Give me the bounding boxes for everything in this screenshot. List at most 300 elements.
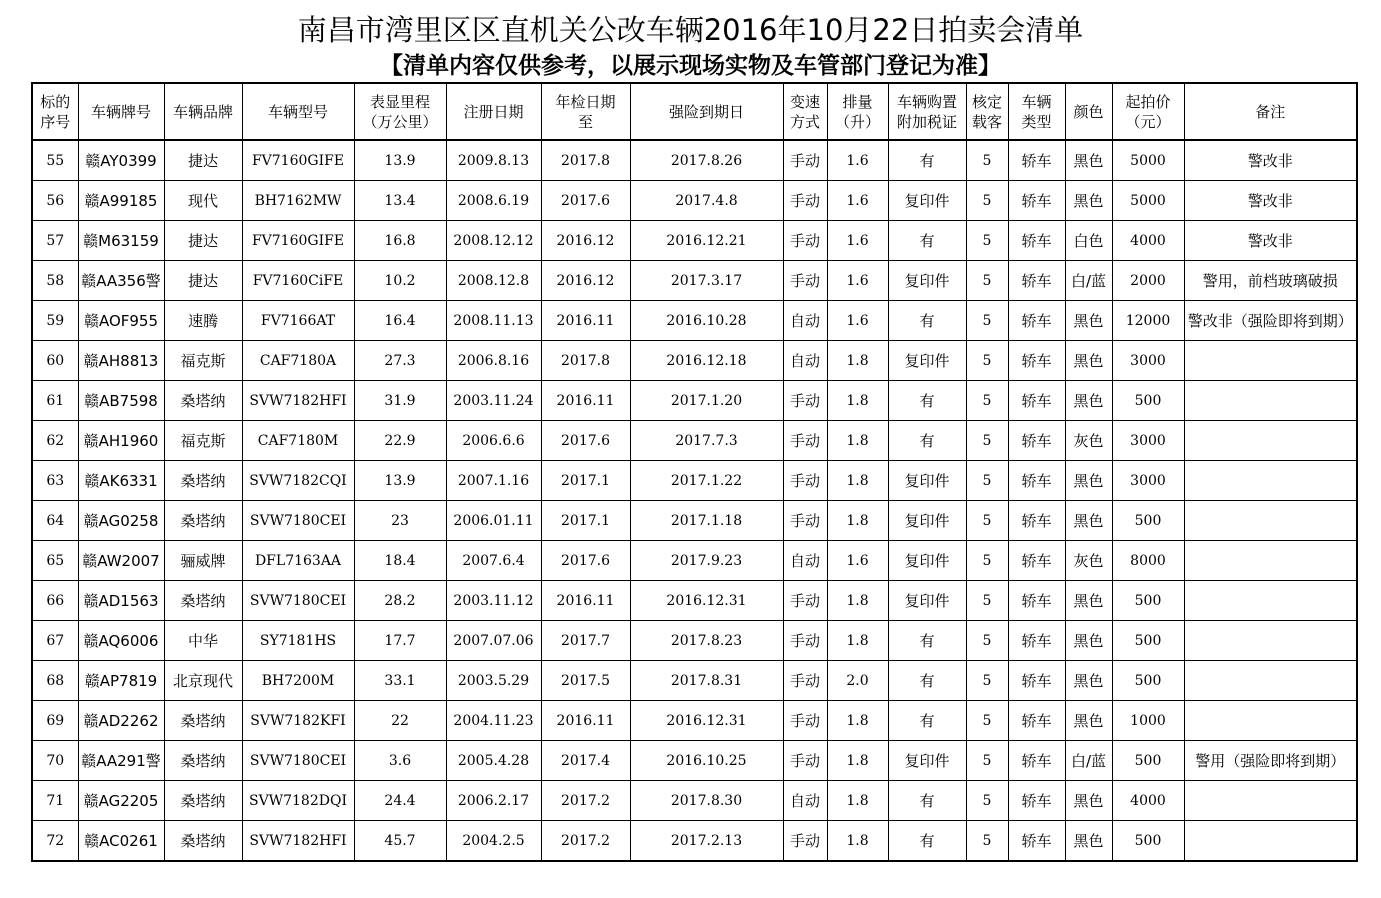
col-insurance-expiry-cell: 2017.2.13 — [630, 821, 783, 862]
col-purchase-tax-cert-cell: 有 — [888, 621, 966, 661]
table-row — [32, 701, 1357, 741]
col-color-cell: 黑色 — [1065, 301, 1112, 341]
col-plate-number-cell: 赣AD1563 — [78, 581, 164, 621]
col-displacement-cell: 1.6 — [827, 181, 888, 221]
col-insurance-expiry-cell: 2016.12.31 — [630, 581, 783, 621]
col-insurance-expiry-cell: 2017.8.31 — [630, 661, 783, 701]
col-displacement-cell: 1.6 — [827, 140, 888, 181]
col-remarks-cell: 警改非（强险即将到期） — [1184, 301, 1357, 341]
col-starting-price-cell: 4000 — [1112, 781, 1184, 821]
col-model-cell: BH7200M — [242, 661, 354, 701]
header-label-line1: 颜色 — [1073, 102, 1104, 121]
col-registration-date-cell: 2007.1.16 — [446, 461, 541, 501]
col-brand-cell: 桑塔纳 — [164, 741, 242, 781]
col-plate-number-cell: 赣AP7819 — [78, 661, 164, 701]
col-registration-date-cell: 2006.01.11 — [446, 501, 541, 541]
col-inspection-date-cell: 2017.7 — [541, 621, 630, 661]
col-inspection-date-cell: 2016.11 — [541, 381, 630, 421]
col-displacement-cell: 1.8 — [827, 781, 888, 821]
col-purchase-tax-cert-cell: 有 — [888, 701, 966, 741]
col-starting-price-cell: 500 — [1112, 381, 1184, 421]
table-row — [32, 621, 1357, 661]
col-plate-number-cell: 赣AY0399 — [78, 140, 164, 181]
col-inspection-date-cell: 2017.5 — [541, 661, 630, 701]
col-color-cell: 白/蓝 — [1065, 741, 1112, 781]
col-remarks-cell — [1184, 821, 1357, 862]
col-mileage-cell: 45.7 — [354, 821, 446, 862]
col-remarks-cell — [1184, 381, 1357, 421]
col-transmission-cell: 手动 — [783, 821, 827, 862]
col-brand-cell: 桑塔纳 — [164, 381, 242, 421]
col-starting-price-cell: 5000 — [1112, 140, 1184, 181]
col-seats-cell: 5 — [966, 701, 1008, 741]
col-remarks-cell: 警改非 — [1184, 221, 1357, 261]
col-vehicle-type-cell: 轿车 — [1008, 741, 1065, 781]
col-color-cell: 黑色 — [1065, 701, 1112, 741]
col-transmission-cell: 手动 — [783, 261, 827, 301]
col-inspection-date-cell: 2017.6 — [541, 541, 630, 581]
col-model-cell: SVW7182HFI — [242, 381, 354, 421]
col-lot-number-cell: 70 — [32, 741, 78, 781]
col-brand-cell: 桑塔纳 — [164, 501, 242, 541]
col-inspection-date-cell: 2017.4 — [541, 741, 630, 781]
col-mileage-cell: 13.9 — [354, 461, 446, 501]
col-plate-number-cell: 赣AW2007 — [78, 541, 164, 581]
col-registration-date-cell: 2008.12.12 — [446, 221, 541, 261]
col-starting-price-cell: 12000 — [1112, 301, 1184, 341]
col-transmission-cell: 自动 — [783, 341, 827, 381]
col-transmission-cell: 手动 — [783, 181, 827, 221]
col-mileage-cell: 10.2 — [354, 261, 446, 301]
col-inspection-date-cell: 2016.11 — [541, 581, 630, 621]
col-color-cell: 黑色 — [1065, 781, 1112, 821]
col-registration-date-cell: 2003.5.29 — [446, 661, 541, 701]
col-purchase-tax-cert-cell: 有 — [888, 221, 966, 261]
col-starting-price-cell: 500 — [1112, 741, 1184, 781]
header-label-line1: 起拍价 — [1125, 92, 1171, 111]
col-transmission-cell: 手动 — [783, 621, 827, 661]
col-transmission-cell: 手动 — [783, 421, 827, 461]
table-row — [32, 541, 1357, 581]
col-inspection-date-cell: 2017.8 — [541, 341, 630, 381]
col-remarks-cell — [1184, 621, 1357, 661]
col-color-cell: 黑色 — [1065, 821, 1112, 862]
col-mileage-cell: 18.4 — [354, 541, 446, 581]
header-label-line2: 序号 — [40, 112, 71, 131]
col-starting-price-cell: 5000 — [1112, 181, 1184, 221]
col-seats-cell: 5 — [966, 421, 1008, 461]
col-registration-date-cell: 2008.11.13 — [446, 301, 541, 341]
table-row — [32, 741, 1357, 781]
col-brand-cell: 桑塔纳 — [164, 781, 242, 821]
col-remarks-cell: 警用，前档玻璃破损 — [1184, 261, 1357, 301]
table-row — [32, 821, 1357, 862]
col-color-header — [1065, 83, 1112, 140]
col-starting-price-cell: 3000 — [1112, 421, 1184, 461]
col-color-cell: 黑色 — [1065, 461, 1112, 501]
col-mileage-cell: 13.9 — [354, 140, 446, 181]
col-mileage-cell: 3.6 — [354, 741, 446, 781]
col-registration-date-cell: 2007.6.4 — [446, 541, 541, 581]
col-vehicle-type-cell: 轿车 — [1008, 661, 1065, 701]
col-vehicle-type-cell: 轿车 — [1008, 501, 1065, 541]
col-vehicle-type-cell: 轿车 — [1008, 421, 1065, 461]
header-label-line2: 至 — [577, 112, 593, 131]
col-color-cell: 黑色 — [1065, 140, 1112, 181]
col-lot-number-cell: 66 — [32, 581, 78, 621]
header-label-line1: 车辆 — [1021, 92, 1052, 111]
col-displacement-cell: 1.8 — [827, 701, 888, 741]
col-lot-number-cell: 56 — [32, 181, 78, 221]
col-plate-number-cell: 赣M63159 — [78, 221, 164, 261]
col-displacement-cell: 1.8 — [827, 501, 888, 541]
col-starting-price-cell: 500 — [1112, 501, 1184, 541]
col-mileage-cell: 13.4 — [354, 181, 446, 221]
header-label-line1: 车辆购置 — [896, 92, 957, 111]
col-vehicle-type-cell: 轿车 — [1008, 621, 1065, 661]
col-vehicle-type-cell: 轿车 — [1008, 341, 1065, 381]
col-registration-date-header — [446, 83, 541, 140]
col-color-cell: 黑色 — [1065, 381, 1112, 421]
col-plate-number-cell: 赣AH1960 — [78, 421, 164, 461]
col-transmission-cell: 手动 — [783, 741, 827, 781]
col-brand-cell: 福克斯 — [164, 341, 242, 381]
col-plate-number-cell: 赣AA356警 — [78, 261, 164, 301]
col-brand-cell: 速腾 — [164, 301, 242, 341]
col-insurance-expiry-cell: 2016.12.21 — [630, 221, 783, 261]
col-vehicle-type-cell: 轿车 — [1008, 781, 1065, 821]
col-lot-number-cell: 55 — [32, 140, 78, 181]
col-purchase-tax-cert-cell: 复印件 — [888, 501, 966, 541]
table-row — [32, 140, 1357, 181]
col-plate-number-header — [78, 83, 164, 140]
col-remarks-header — [1184, 83, 1357, 140]
col-model-cell: SVW7182HFI — [242, 821, 354, 862]
col-transmission-header — [783, 83, 827, 140]
col-registration-date-cell: 2006.2.17 — [446, 781, 541, 821]
col-vehicle-type-cell: 轿车 — [1008, 701, 1065, 741]
col-mileage-cell: 28.2 — [354, 581, 446, 621]
col-remarks-cell — [1184, 341, 1357, 381]
col-purchase-tax-cert-cell: 复印件 — [888, 341, 966, 381]
col-model-cell: SVW7180CEI — [242, 581, 354, 621]
col-plate-number-cell: 赣AA291警 — [78, 741, 164, 781]
col-vehicle-type-cell: 轿车 — [1008, 581, 1065, 621]
col-lot-number-cell: 64 — [32, 501, 78, 541]
document-title: 南昌市湾里区区直机关公改车辆2016年10月22日拍卖会清单 — [297, 13, 1084, 47]
col-brand-cell: 中华 — [164, 621, 242, 661]
col-insurance-expiry-header — [630, 83, 783, 140]
col-transmission-cell: 手动 — [783, 661, 827, 701]
col-lot-number-cell: 69 — [32, 701, 78, 741]
col-registration-date-cell: 2005.4.28 — [446, 741, 541, 781]
col-remarks-cell — [1184, 661, 1357, 701]
col-remarks-cell — [1184, 421, 1357, 461]
col-transmission-cell: 自动 — [783, 541, 827, 581]
col-plate-number-cell: 赣A99185 — [78, 181, 164, 221]
header-label-line1: 标的 — [40, 92, 71, 111]
col-remarks-cell — [1184, 701, 1357, 741]
col-vehicle-type-cell: 轿车 — [1008, 221, 1065, 261]
col-insurance-expiry-cell: 2017.7.3 — [630, 421, 783, 461]
document-subtitle: 【清单内容仅供参考，以展示现场实物及车管部门登记为准】 — [380, 53, 1001, 79]
col-purchase-tax-cert-cell: 复印件 — [888, 541, 966, 581]
col-color-cell: 黑色 — [1065, 661, 1112, 701]
col-registration-date-cell: 2003.11.24 — [446, 381, 541, 421]
col-displacement-cell: 1.6 — [827, 221, 888, 261]
col-vehicle-type-cell: 轿车 — [1008, 181, 1065, 221]
col-purchase-tax-cert-cell: 复印件 — [888, 461, 966, 501]
col-plate-number-cell: 赣AG0258 — [78, 501, 164, 541]
table-body — [32, 140, 1357, 861]
col-transmission-cell: 手动 — [783, 701, 827, 741]
col-lot-number-cell: 57 — [32, 221, 78, 261]
col-model-cell: FV7160GIFE — [242, 221, 354, 261]
col-brand-cell: 北京现代 — [164, 661, 242, 701]
table-row — [32, 301, 1357, 341]
col-transmission-cell: 自动 — [783, 301, 827, 341]
col-insurance-expiry-cell: 2017.8.26 — [630, 140, 783, 181]
col-seats-cell: 5 — [966, 181, 1008, 221]
col-transmission-cell: 手动 — [783, 581, 827, 621]
col-insurance-expiry-cell: 2017.8.23 — [630, 621, 783, 661]
col-lot-number-cell: 68 — [32, 661, 78, 701]
col-purchase-tax-cert-cell: 有 — [888, 421, 966, 461]
table-header — [32, 83, 1357, 140]
col-seats-cell: 5 — [966, 781, 1008, 821]
header-label-line1: 车辆型号 — [267, 102, 328, 121]
table-row — [32, 501, 1357, 541]
col-color-cell: 灰色 — [1065, 421, 1112, 461]
col-remarks-cell — [1184, 581, 1357, 621]
col-purchase-tax-cert-cell: 有 — [888, 140, 966, 181]
col-seats-cell: 5 — [966, 741, 1008, 781]
col-starting-price-cell: 500 — [1112, 821, 1184, 862]
col-brand-cell: 桑塔纳 — [164, 581, 242, 621]
col-remarks-cell: 警改非 — [1184, 140, 1357, 181]
col-purchase-tax-cert-header — [888, 83, 966, 140]
col-brand-cell: 桑塔纳 — [164, 461, 242, 501]
col-starting-price-cell: 1000 — [1112, 701, 1184, 741]
header-row — [32, 83, 1357, 140]
header-label-line2: 方式 — [789, 112, 820, 131]
col-remarks-cell — [1184, 501, 1357, 541]
col-vehicle-type-cell: 轿车 — [1008, 301, 1065, 341]
col-displacement-cell: 1.8 — [827, 461, 888, 501]
table-row — [32, 181, 1357, 221]
col-model-cell: FV7166AT — [242, 301, 354, 341]
col-model-cell: FV7160CiFE — [242, 261, 354, 301]
col-remarks-cell: 警用（强险即将到期） — [1184, 741, 1357, 781]
col-model-cell: CAF7180M — [242, 421, 354, 461]
col-starting-price-cell: 2000 — [1112, 261, 1184, 301]
col-starting-price-cell: 4000 — [1112, 221, 1184, 261]
col-model-cell: SVW7180CEI — [242, 501, 354, 541]
col-displacement-cell: 1.8 — [827, 621, 888, 661]
col-inspection-date-cell: 2016.12 — [541, 221, 630, 261]
col-registration-date-cell: 2009.8.13 — [446, 140, 541, 181]
header-label-line1: 车辆品牌 — [172, 102, 233, 121]
col-mileage-cell: 22 — [354, 701, 446, 741]
col-displacement-cell: 1.8 — [827, 381, 888, 421]
table-row — [32, 461, 1357, 501]
col-lot-number-cell: 60 — [32, 341, 78, 381]
col-registration-date-cell: 2004.2.5 — [446, 821, 541, 862]
col-transmission-cell: 手动 — [783, 501, 827, 541]
col-registration-date-cell: 2006.8.16 — [446, 341, 541, 381]
col-insurance-expiry-cell: 2017.3.17 — [630, 261, 783, 301]
col-insurance-expiry-cell: 2017.1.18 — [630, 501, 783, 541]
col-inspection-date-cell: 2016.12 — [541, 261, 630, 301]
col-displacement-cell: 1.6 — [827, 301, 888, 341]
col-remarks-cell — [1184, 781, 1357, 821]
col-registration-date-cell: 2008.6.19 — [446, 181, 541, 221]
col-starting-price-cell: 3000 — [1112, 461, 1184, 501]
col-insurance-expiry-cell: 2017.4.8 — [630, 181, 783, 221]
col-registration-date-cell: 2008.12.8 — [446, 261, 541, 301]
col-insurance-expiry-cell: 2016.10.28 — [630, 301, 783, 341]
header-label-line2: 类型 — [1021, 112, 1052, 131]
col-seats-cell: 5 — [966, 501, 1008, 541]
col-seats-cell: 5 — [966, 261, 1008, 301]
col-model-header — [242, 83, 354, 140]
col-seats-cell: 5 — [966, 341, 1008, 381]
col-model-cell: SVW7182DQI — [242, 781, 354, 821]
col-displacement-header — [827, 83, 888, 140]
col-mileage-header — [354, 83, 446, 140]
col-mileage-cell: 23 — [354, 501, 446, 541]
col-insurance-expiry-cell: 2017.1.20 — [630, 381, 783, 421]
col-inspection-date-cell: 2017.6 — [541, 181, 630, 221]
col-insurance-expiry-cell: 2017.1.22 — [630, 461, 783, 501]
col-displacement-cell: 1.8 — [827, 741, 888, 781]
col-mileage-cell: 16.4 — [354, 301, 446, 341]
col-purchase-tax-cert-cell: 复印件 — [888, 741, 966, 781]
col-seats-cell: 5 — [966, 541, 1008, 581]
header-label-line2: 附加税证 — [896, 112, 957, 131]
table-row — [32, 661, 1357, 701]
table-row — [32, 381, 1357, 421]
col-inspection-date-cell: 2017.1 — [541, 461, 630, 501]
header-label-line2: （元） — [1125, 112, 1171, 131]
col-starting-price-cell: 8000 — [1112, 541, 1184, 581]
col-model-cell: DFL7163AA — [242, 541, 354, 581]
col-starting-price-cell: 500 — [1112, 661, 1184, 701]
header-label-line1: 强险到期日 — [668, 102, 744, 121]
header-label-line1: 车辆牌号 — [90, 102, 151, 121]
col-purchase-tax-cert-cell: 有 — [888, 381, 966, 421]
col-remarks-cell — [1184, 541, 1357, 581]
col-mileage-cell: 27.3 — [354, 341, 446, 381]
col-model-cell: BH7162MW — [242, 181, 354, 221]
col-color-cell: 黑色 — [1065, 181, 1112, 221]
col-insurance-expiry-cell: 2016.12.18 — [630, 341, 783, 381]
col-vehicle-type-cell: 轿车 — [1008, 541, 1065, 581]
col-transmission-cell: 手动 — [783, 461, 827, 501]
col-inspection-date-cell: 2016.11 — [541, 301, 630, 341]
col-transmission-cell: 手动 — [783, 140, 827, 181]
col-brand-cell: 捷达 — [164, 140, 242, 181]
col-purchase-tax-cert-cell: 复印件 — [888, 581, 966, 621]
col-brand-cell: 桑塔纳 — [164, 821, 242, 862]
col-brand-cell: 捷达 — [164, 221, 242, 261]
col-mileage-cell: 16.8 — [354, 221, 446, 261]
col-starting-price-cell: 3000 — [1112, 341, 1184, 381]
col-inspection-date-cell: 2017.2 — [541, 781, 630, 821]
col-seats-cell: 5 — [966, 221, 1008, 261]
col-color-cell: 灰色 — [1065, 541, 1112, 581]
col-lot-number-cell: 59 — [32, 301, 78, 341]
col-mileage-cell: 17.7 — [354, 621, 446, 661]
col-remarks-cell: 警改非 — [1184, 181, 1357, 221]
col-transmission-cell: 手动 — [783, 221, 827, 261]
col-seats-cell: 5 — [966, 821, 1008, 862]
col-color-cell: 白色 — [1065, 221, 1112, 261]
col-registration-date-cell: 2007.07.06 — [446, 621, 541, 661]
col-model-cell: SVW7182KFI — [242, 701, 354, 741]
col-displacement-cell: 1.6 — [827, 261, 888, 301]
col-seats-cell: 5 — [966, 621, 1008, 661]
col-lot-number-cell: 61 — [32, 381, 78, 421]
col-displacement-cell: 2.0 — [827, 661, 888, 701]
col-vehicle-type-cell: 轿车 — [1008, 461, 1065, 501]
col-mileage-cell: 24.4 — [354, 781, 446, 821]
col-seats-cell: 5 — [966, 581, 1008, 621]
col-displacement-cell: 1.6 — [827, 541, 888, 581]
col-inspection-date-cell: 2017.8 — [541, 140, 630, 181]
col-inspection-date-cell: 2017.1 — [541, 501, 630, 541]
col-seats-cell: 5 — [966, 381, 1008, 421]
col-purchase-tax-cert-cell: 复印件 — [888, 261, 966, 301]
table-row — [32, 421, 1357, 461]
col-purchase-tax-cert-cell: 有 — [888, 781, 966, 821]
col-starting-price-header — [1112, 83, 1184, 140]
col-brand-header — [164, 83, 242, 140]
table-row — [32, 581, 1357, 621]
col-mileage-cell: 22.9 — [354, 421, 446, 461]
col-model-cell: SVW7182CQI — [242, 461, 354, 501]
col-purchase-tax-cert-cell: 有 — [888, 301, 966, 341]
col-vehicle-type-cell: 轿车 — [1008, 821, 1065, 862]
col-displacement-cell: 1.8 — [827, 421, 888, 461]
col-transmission-cell: 自动 — [783, 781, 827, 821]
col-mileage-cell: 33.1 — [354, 661, 446, 701]
col-lot-number-cell: 65 — [32, 541, 78, 581]
col-seats-cell: 5 — [966, 461, 1008, 501]
header-label-line1: 年检日期 — [555, 92, 616, 111]
col-lot-number-cell: 71 — [32, 781, 78, 821]
table-row — [32, 261, 1357, 301]
col-plate-number-cell: 赣AB7598 — [78, 381, 164, 421]
col-brand-cell: 捷达 — [164, 261, 242, 301]
header-label-line2: （升） — [834, 112, 880, 131]
col-brand-cell: 福克斯 — [164, 421, 242, 461]
col-plate-number-cell: 赣AG2205 — [78, 781, 164, 821]
col-transmission-cell: 手动 — [783, 381, 827, 421]
col-brand-cell: 现代 — [164, 181, 242, 221]
header-label-line1: 备注 — [1255, 102, 1286, 121]
auction-vehicle-table — [31, 82, 1358, 862]
header-label-line2: （万公里） — [362, 112, 438, 131]
col-seats-header — [966, 83, 1008, 140]
col-lot-number-cell: 62 — [32, 421, 78, 461]
header-label-line1: 变速 — [789, 92, 820, 111]
col-model-cell: SVW7180CEI — [242, 741, 354, 781]
col-purchase-tax-cert-cell: 有 — [888, 821, 966, 862]
col-displacement-cell: 1.8 — [827, 581, 888, 621]
col-seats-cell: 5 — [966, 140, 1008, 181]
col-plate-number-cell: 赣AD2262 — [78, 701, 164, 741]
